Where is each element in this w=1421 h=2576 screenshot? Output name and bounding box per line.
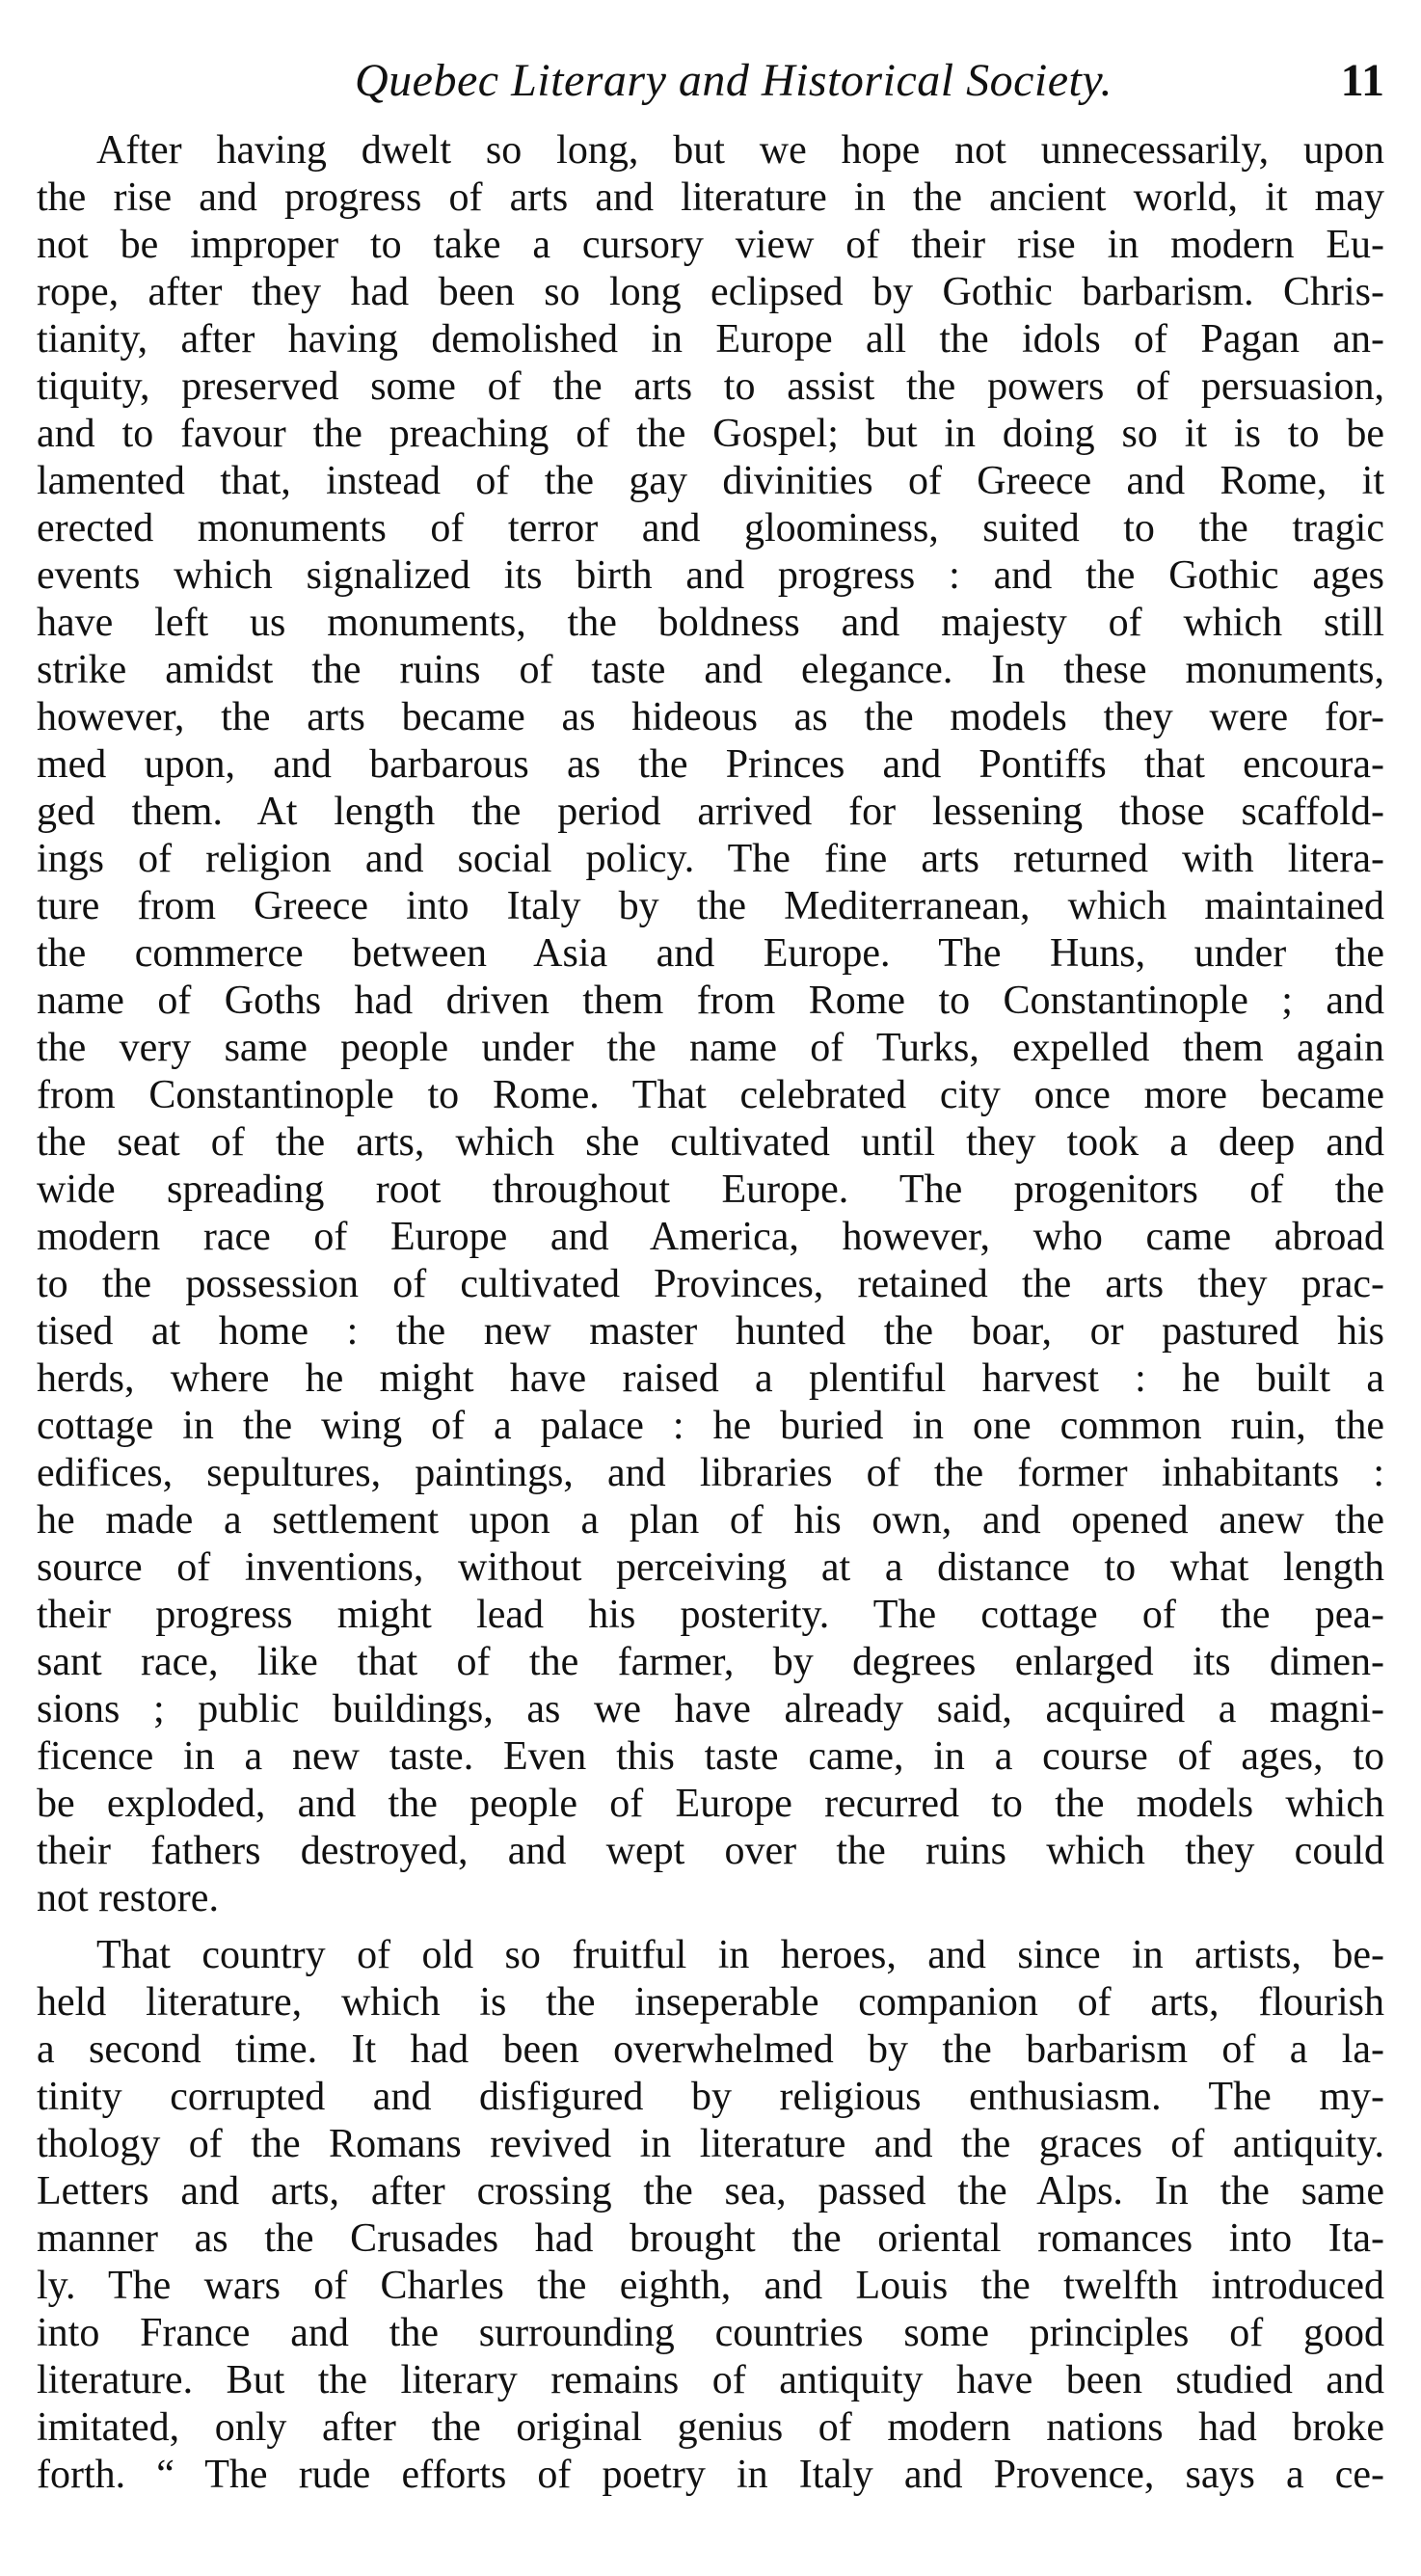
text-line: held literature, which is the inseperable companion of arts, flourish	[37, 1980, 1384, 2025]
running-header	[37, 54, 1384, 121]
text-line: ings of religion and social policy. The fine arts returned with litera-	[37, 837, 1384, 881]
text-line: the very same people under the name of Turks, expelled them again	[37, 1026, 1384, 1070]
text-line: their progress might lead his posterity. The cottage of the pea-	[37, 1593, 1384, 1637]
text-line: ged them. At length the period arrived for lessening those scaffold-	[37, 790, 1384, 834]
text-line: tised at home : the new master hunted the boar, or pastured his	[37, 1309, 1384, 1354]
text-line: literature. But the literary remains of antiquity have been studied and	[37, 2358, 1384, 2402]
text-line: their fathers destroyed, and wept over the ruins which they could	[37, 1829, 1384, 1873]
text-line: the commerce between Asia and Europe. The Huns, under the	[37, 931, 1384, 976]
text-line: edifices, sepultures, paintings, and libraries of the former inhabitants :	[37, 1451, 1384, 1495]
text-line: sions ; public buildings, as we have already said, acquired a magni-	[37, 1687, 1384, 1731]
paragraph-1	[37, 127, 1384, 1922]
text-line: Letters and arts, after crossing the sea, passed the Alps. In the same	[37, 2169, 1384, 2214]
text-line: events which signalized its birth and progress : and the Gothic ages	[37, 553, 1384, 598]
running-title: Quebec Literary and Historical Society.	[355, 55, 1113, 106]
text-line: sant race, like that of the farmer, by degrees enlarged its dimen-	[37, 1640, 1384, 1684]
paragraph-2	[37, 1932, 1384, 2499]
text-line: not restore.	[37, 1876, 219, 1920]
page-number: 11	[1340, 55, 1384, 106]
text-line: After having dwelt so long, but we hope not unnecessarily, upon	[96, 128, 1384, 173]
text-line: a second time. It had been overwhelmed by the barbarism of a la-	[37, 2027, 1384, 2072]
text-line: lamented that, instead of the gay divinities of Greece and Rome, it	[37, 459, 1384, 503]
text-line: ficence in a new taste. Even this taste came, in a course of ages, to	[37, 1734, 1384, 1779]
text-line: erected monuments of terror and gloominess, suited to the tragic	[37, 506, 1384, 550]
text-line: rope, after they had been so long eclipsed by Gothic barbarism. Chris-	[37, 270, 1384, 314]
text-line: however, the arts became as hideous as the models they were for-	[37, 695, 1384, 739]
text-line: ly. The wars of Charles the eighth, and Louis the twelfth introduced	[37, 2264, 1384, 2308]
text-line: thology of the Romans revived in literature and the graces of antiquity.	[37, 2122, 1384, 2166]
text-line: tiquity, preserved some of the arts to assist the powers of persuasion,	[37, 364, 1384, 409]
text-line: That country of old so fruitful in heroes, and since in artists, be-	[96, 1933, 1384, 1977]
text-line: not be improper to take a cursory view of their rise in modern Eu-	[37, 223, 1384, 267]
text-line: tinity corrupted and disfigured by religious enthusiasm. The my-	[37, 2075, 1384, 2119]
text-line: forth. “ The rude efforts of poetry in Italy and Provence, says a ce-	[37, 2453, 1384, 2497]
text-line: be exploded, and the people of Europe recurred to the models which	[37, 1782, 1384, 1826]
text-line: herds, where he might have raised a plentiful harvest : he built a	[37, 1356, 1384, 1401]
text-line: name of Goths had driven them from Rome to Constantinople ; and	[37, 979, 1384, 1023]
text-line: the seat of the arts, which she cultivated until they took a deep and	[37, 1120, 1384, 1165]
text-line: imitated, only after the original genius of modern nations had broke	[37, 2405, 1384, 2450]
text-line: manner as the Crusades had brought the oriental romances into Ita-	[37, 2216, 1384, 2261]
text-line: cottage in the wing of a palace : he buried in one common ruin, the	[37, 1404, 1384, 1448]
document-page	[37, 54, 1384, 2499]
text-line: from Constantinople to Rome. That celebrated city once more became	[37, 1073, 1384, 1117]
text-line: and to favour the preaching of the Gospel; but in doing so it is to be	[37, 412, 1384, 456]
text-line: he made a settlement upon a plan of his own, and opened anew the	[37, 1498, 1384, 1543]
text-line: strike amidst the ruins of taste and elegance. In these monuments,	[37, 648, 1384, 692]
text-line: source of inventions, without perceiving at a distance to what length	[37, 1545, 1384, 1590]
text-line: med upon, and barbarous as the Princes and Pontiffs that encoura-	[37, 742, 1384, 787]
text-line: wide spreading root throughout Europe. The progenitors of the	[37, 1167, 1384, 1212]
text-line: into France and the surrounding countries some principles of good	[37, 2311, 1384, 2355]
text-line: modern race of Europe and America, however, who came abroad	[37, 1215, 1384, 1259]
text-line: tianity, after having demolished in Europe all the idols of Pagan an-	[37, 317, 1384, 362]
text-line: the rise and progress of arts and literature in the ancient world, it may	[37, 175, 1384, 220]
text-line: ture from Greece into Italy by the Mediterranean, which maintained	[37, 884, 1384, 928]
paragraph-gap	[37, 1922, 1384, 1932]
text-line: to the possession of cultivated Provinces, retained the arts they prac-	[37, 1262, 1384, 1306]
text-line: have left us monuments, the boldness and majesty of which still	[37, 601, 1384, 645]
